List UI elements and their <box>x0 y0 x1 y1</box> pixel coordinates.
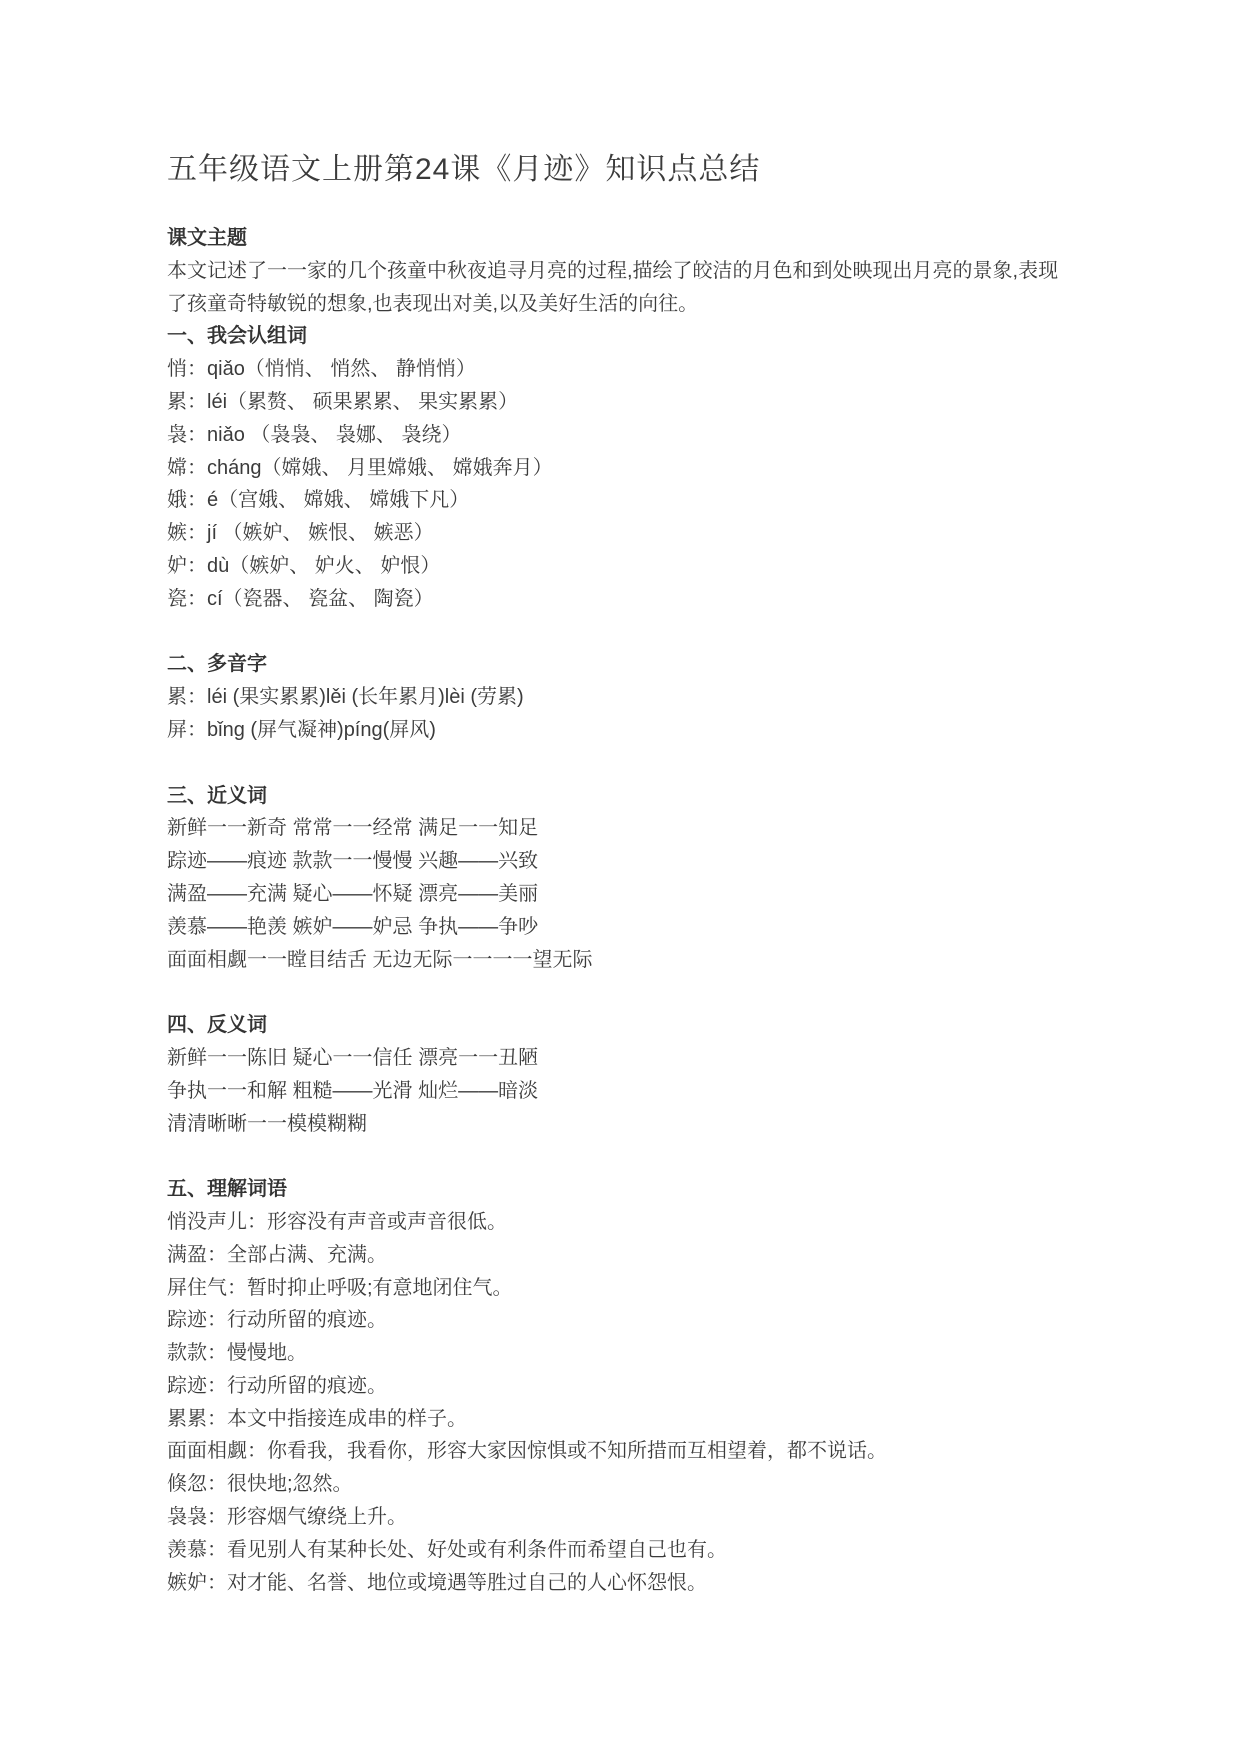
theme-paragraph: 本文记述了一一家的几个孩童中秋夜追寻月亮的过程,描绘了皎洁的月色和到处映现出月亮的景象,表现了孩童奇特敏锐的想象,也表现出对美,以及美好生活的向往。 <box>167 259 1059 315</box>
polyphone-entry: 累：léi (果实累累)lěi (长年累月)lèi (劳累) <box>167 686 524 709</box>
definition-entry: 踪迹：行动所留的痕迹。 <box>167 1374 387 1397</box>
word-entry: 悄：qiǎo（悄悄、 悄然、 静悄悄） <box>167 358 476 381</box>
antonym-row: 争执一一和解 粗糙——光滑 灿烂——暗淡 <box>167 1079 539 1102</box>
definition-entry: 嫉妒：对才能、名誉、地位或境遇等胜过自己的人心怀怨恨。 <box>167 1571 707 1594</box>
section-heading-antonyms: 四、反义词 <box>167 1014 267 1037</box>
definition-entry: 满盈：全部占满、充满。 <box>167 1243 387 1266</box>
definition-entry: 悄没声儿：形容没有声音或声音很低。 <box>167 1210 507 1233</box>
synonym-row: 面面相觑一一瞠目结舌 无边无际一一一一望无际 <box>167 948 593 971</box>
section-spacer <box>167 976 1077 1009</box>
section-heading-words: 一、我会认组词 <box>167 325 307 348</box>
synonym-row: 踪迹——痕迹 款款一一慢慢 兴趣——兴致 <box>167 850 539 873</box>
synonym-row: 羡慕——艳羡 嫉妒——妒忌 争执——争吵 <box>167 915 539 938</box>
section-heading-synonyms: 三、近义词 <box>167 784 267 807</box>
antonym-row: 新鲜一一陈旧 疑心一一信任 漂亮一一丑陋 <box>167 1046 539 1069</box>
page-title: 五年级语文上册第24课《月迹》知识点总结 <box>167 153 761 186</box>
section-spacer <box>167 616 1077 649</box>
word-entry: 累：léi（累赘、 硕果累累、 果实累累） <box>167 390 519 413</box>
synonym-row: 新鲜一一新奇 常常一一经常 满足一一知足 <box>167 817 539 840</box>
word-entry: 袅：niǎo （袅袅、 袅娜、 袅绕） <box>167 423 462 446</box>
definition-entry: 倏忽：很快地;忽然。 <box>167 1473 353 1496</box>
word-entry: 嫉：jí （嫉妒、 嫉恨、 嫉恶） <box>167 522 434 545</box>
word-entry: 妒：dù（嫉妒、 妒火、 妒恨） <box>167 554 441 577</box>
section-heading-polyphones: 二、多音字 <box>167 653 267 676</box>
word-entry: 娥：é（宫娥、 嫦娥、 嫦娥下凡） <box>167 489 470 512</box>
word-entry: 嫦：cháng（嫦娥、 月里嫦娥、 嫦娥奔月） <box>167 456 553 479</box>
word-entry: 瓷：cí（瓷器、 瓷盆、 陶瓷） <box>167 587 434 610</box>
definition-entry: 踪迹：行动所留的痕迹。 <box>167 1309 387 1332</box>
definition-entry: 袅袅：形容烟气缭绕上升。 <box>167 1506 407 1529</box>
definition-entry: 屏住气：暂时抑止呼吸;有意地闭住气。 <box>167 1276 513 1299</box>
definition-entry: 款款：慢慢地。 <box>167 1342 307 1365</box>
section-heading-definitions: 五、理解词语 <box>167 1178 287 1201</box>
section-spacer <box>167 1140 1077 1173</box>
section-spacer <box>167 747 1077 780</box>
document-content <box>167 148 1077 1599</box>
polyphone-entry: 屏：bǐng (屏气凝神)píng(屏风) <box>167 718 436 741</box>
synonym-row: 满盈——充满 疑心——怀疑 漂亮——美丽 <box>167 882 539 905</box>
definition-entry: 羡慕：看见别人有某种长处、好处或有利条件而希望自己也有。 <box>167 1538 727 1561</box>
antonym-row: 清清晰晰一一模模糊糊 <box>167 1112 367 1135</box>
definition-entry: 面面相觑：你看我，我看你，形容大家因惊惧或不知所措而互相望着，都不说话。 <box>167 1440 887 1463</box>
theme-heading: 课文主题 <box>167 227 247 249</box>
definition-entry: 累累：本文中指接连成串的样子。 <box>167 1407 467 1430</box>
